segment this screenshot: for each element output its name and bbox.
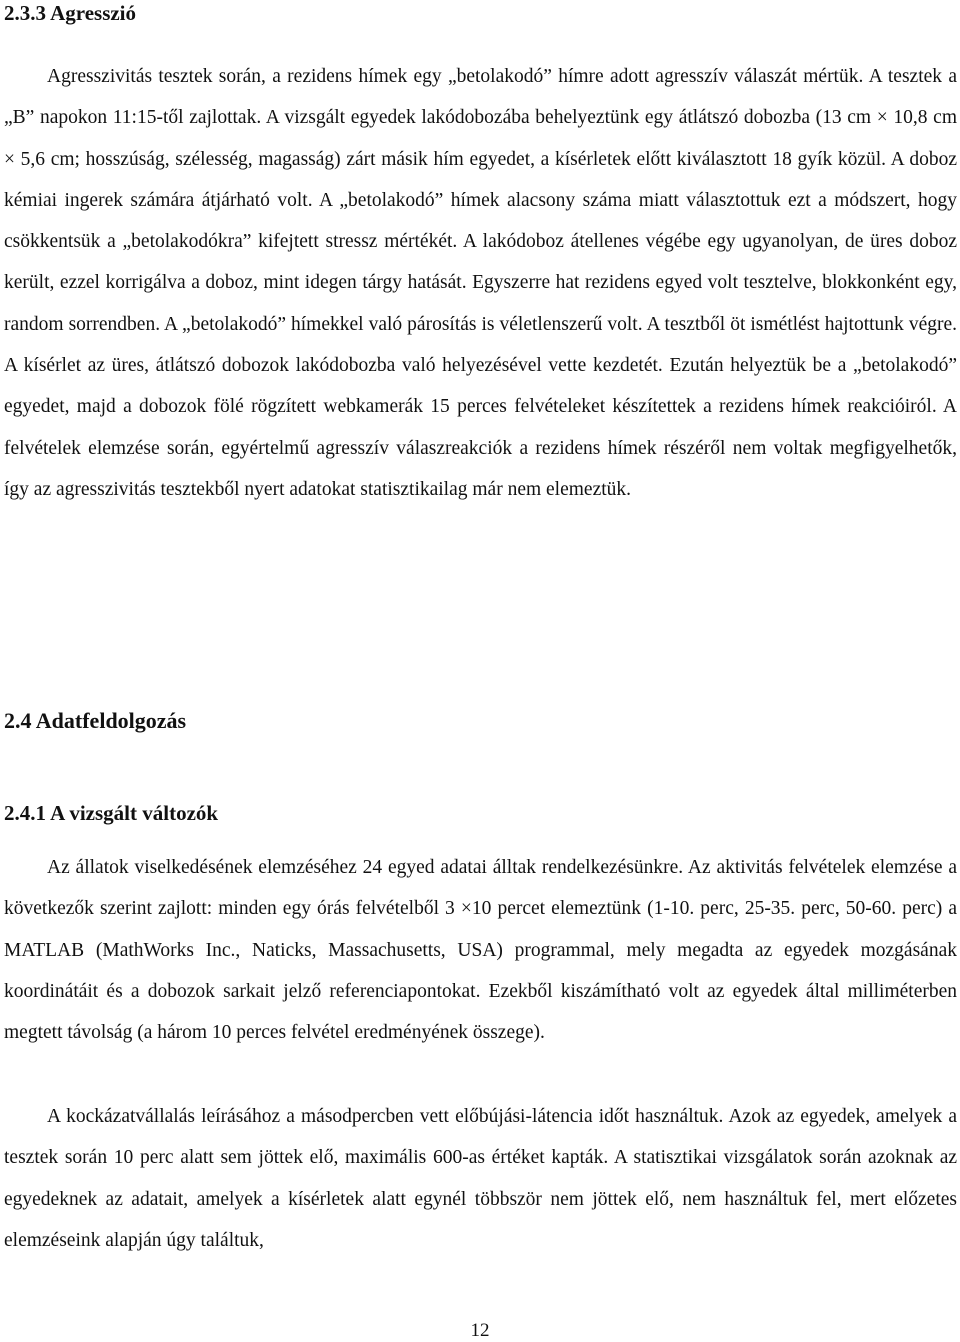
section-heading-2-4-1: 2.4.1 A vizsgált változók [4,801,219,825]
paragraph-aggression: Agresszivitás tesztek során, a rezidens hímek egy „betolakodó” hímre adott agresszív válaszát mértük. A tesztek a „B” napokon 11:15-től zajlottak. A vizsgált egyedek lakódobozába behelyeztünk egy átlátszó dobozba (13 cm × 10,8 cm × 5,6 cm; hosszúság, szélesség, magasság) zárt másik hím egyedet, a kísérletek előtt kiválasztott 18 gyík közül. A doboz kémiai ingerek számára átjárható volt. A „betolakodó” hímek alacsony száma miatt választottuk ezt a módszert, hogy csökkentsük a „betolakodókra” kifejtett stressz mértékét. A lakódoboz átellenes végébe egy ugyanolyan, de üres doboz került, ezzel korrigálva a doboz, mint idegen tárgy hatását. Egyszerre hat rezidens egyed volt tesztelve, blokkonként egy, random sorrendben. A „betolakodó” hímekkel való párosítás is véletlenszerű volt. A tesztből öt ismétlést hajtottunk végre. A kísérlet az üres, átlátszó dobozok lakódobozba való helyezésével vette kezdetét. Ezután helyeztük be a „betolakodó” egyedet, majd a dobozok fölé rögzített webkamerák 15 perces felvételeket készítettek a rezidens hímek reakcióiról. A felvételek elemzése során, egyértelmű agresszív válaszreakciók a rezidens hímek részéről nem voltak megfigyelhetők, így az agresszivitás tesztekből nyert adatokat statisztikailag már nem elemeztük. [4,66,957,500]
section-heading-2-4: 2.4 Adatfeldolgozás [4,708,187,733]
page-number: 12 [470,1320,490,1341]
paragraph-risk-taking: A kockázatvállalás leírásához a másodpercben vett előbújási-látencia időt használtuk. Azok az egyedek, amelyek a tesztek során 10 perc alatt sem jöttek elő, maximális 600-as értéket kapták. A statisztikai vizsgálatok során azoknak az egyedeknek az adatait, amelyek a kísérletek alatt egynél többször nem jöttek elő, nem használtuk fel, mert előzetes elemzéseink alapján úgy találtuk, [4,1106,957,1251]
section-heading-2-3-3: 2.3.3 Agresszió [4,1,137,25]
paragraph-activity-analysis: Az állatok viselkedésének elemzéséhez 24 egyed adatai álltak rendelkezésünkre. Az aktivitás felvételek elemzése a következők szerint zajlott: minden egy órás felvételből 3 ×10 percet elemeztünk (1-10. perc, 25-35. perc, 50-60. perc) a MATLAB (MathWorks Inc., Naticks, Massachusetts, USA) programmal, mely megadta az egyedek mozgásának koordinátáit és a dobozok sarkait jelző referenciapontokat. Ezekből kiszámítható volt az egyedek által milliméterben megtett távolság (a három 10 perces felvétel eredményének összege). [4,857,957,1044]
